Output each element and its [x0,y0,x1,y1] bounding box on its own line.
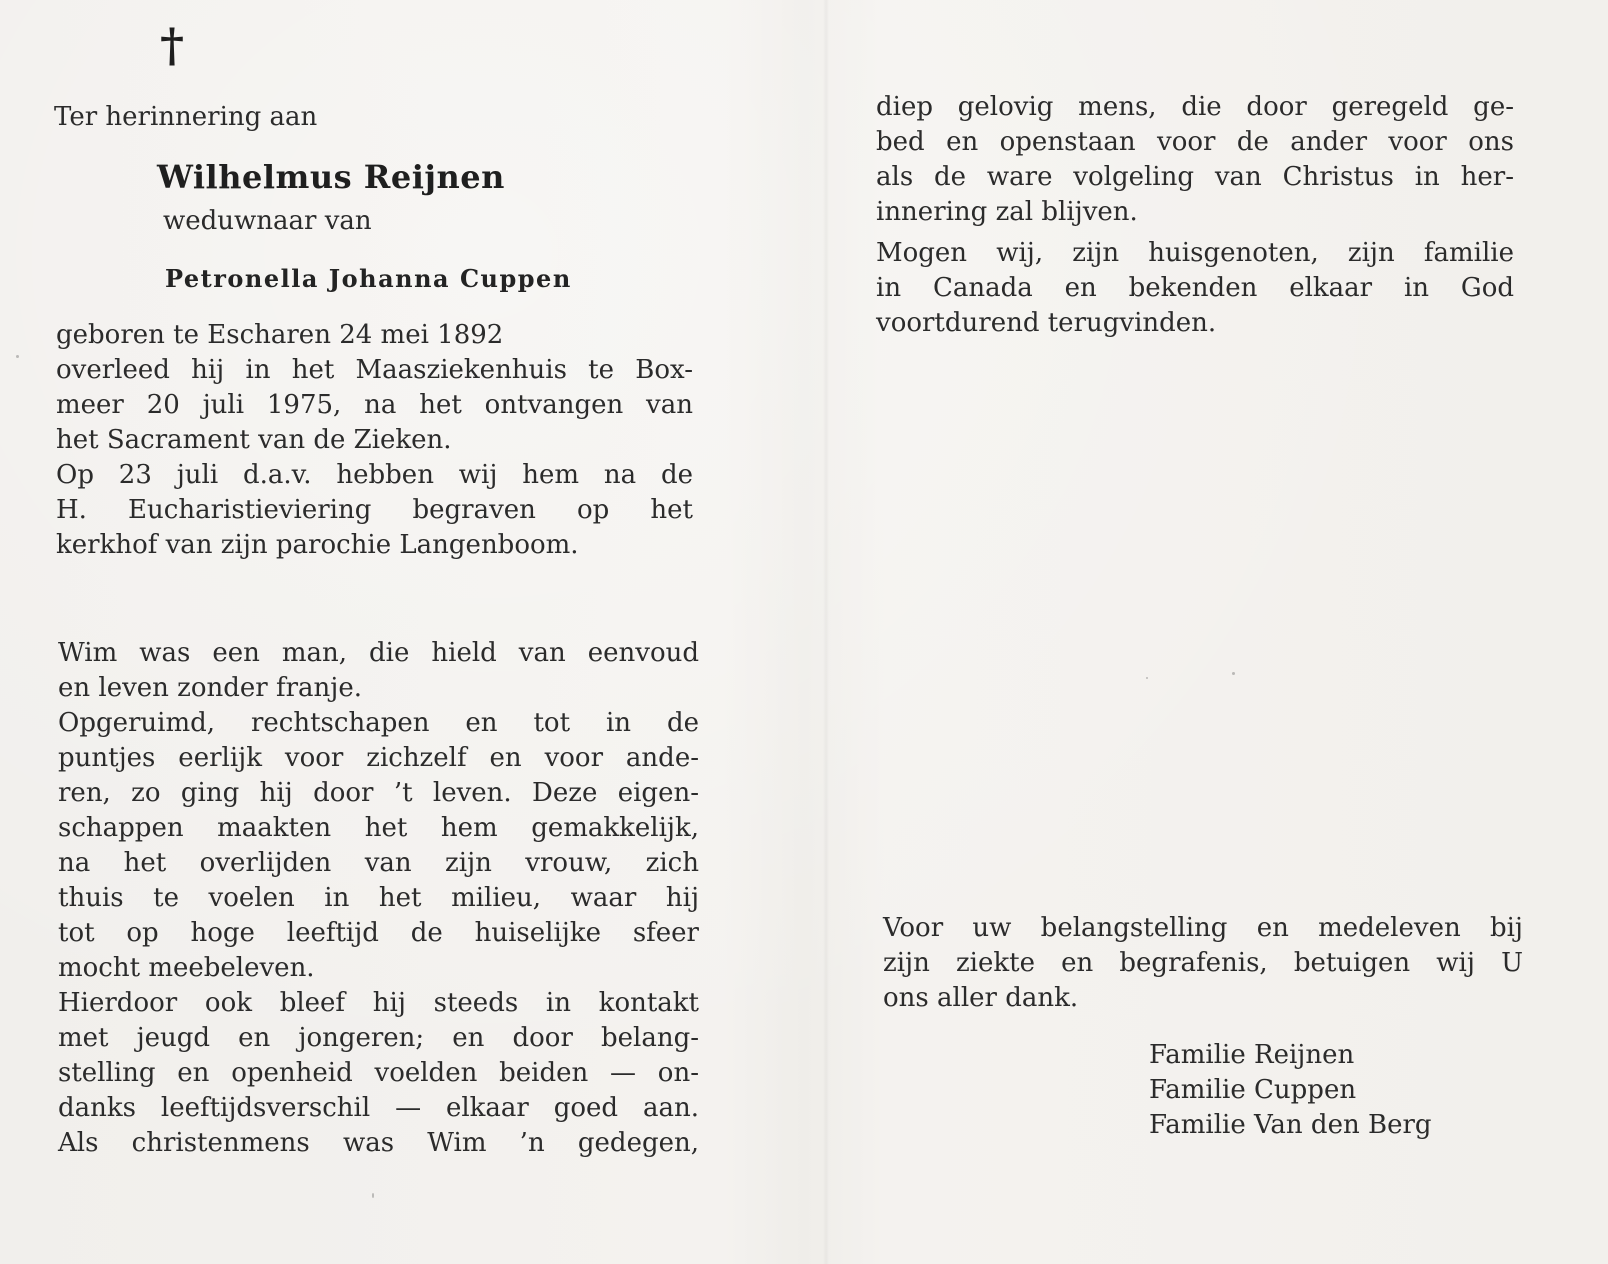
tribute-line: puntjes eerlijk voor zichzelf en voor ande- [58,743,699,773]
tribute-line: Opgeruimd, rechtschapen en tot in de [58,708,699,738]
deceased-name: Wilhelmus Reijnen [157,158,505,196]
tribute-line: en leven zonder franje. [58,673,363,703]
bio-line: H. Eucharistieviering begraven op het [56,495,693,525]
tribute-line: stelling en openheid voelden beiden — on- [58,1058,699,1088]
continuation-line: innering zal blijven. [876,197,1138,227]
tribute-line: Hierdoor ook bleef hij steeds in kontakt [58,988,699,1018]
bio-line: overleed hij in het Maasziekenhuis te Box- [56,355,693,385]
bio-line: geboren te Escharen 24 mei 1892 [56,320,504,350]
thanks-line: ons aller dank. [883,983,1079,1013]
bio-line: kerkhof van zijn parochie Langenboom. [56,530,579,560]
thanks-line: Voor uw belangstelling en medeleven bij [883,913,1523,943]
family-line: Familie Cuppen [1149,1075,1357,1105]
paper-speck [1146,677,1148,679]
tribute-line: Als christenmens was Wim ’n gedegen, [58,1128,699,1158]
tribute-line: met jeugd en jongeren; en door belang- [58,1023,699,1053]
paper-speck [1232,672,1235,675]
tribute-line: tot op hoge leeftijd de huiselijke sfeer [58,918,699,948]
tribute-line: danks leeftijdsverschil — elkaar goed aan. [58,1093,699,1123]
intro-line: Ter herinnering aan [54,102,318,132]
family-line: Familie Reijnen [1149,1040,1355,1070]
tribute-line: thuis te voelen in het milieu, waar hij [58,883,699,913]
tribute-line: Wim was een man, die hield van eenvoud [58,638,699,668]
thanks-line: zijn ziekte en begrafenis, betuigen wij U [883,948,1523,978]
bio-line: meer 20 juli 1975, na het ontvangen van [56,390,693,420]
card-fold [823,0,829,1264]
continuation-line: Mogen wij, zijn huisgenoten, zijn familie [876,238,1514,268]
bio-line: het Sacrament van de Zieken. [56,425,452,455]
spouse-name: Petronella Johanna Cuppen [165,264,572,293]
widower-line: weduwnaar van [163,206,372,236]
continuation-line: diep gelovig mens, die door geregeld ge- [876,92,1514,122]
tribute-line: na het overlijden van zijn vrouw, zich [58,848,699,878]
continuation-line: in Canada en bekenden elkaar in God [876,273,1514,303]
continuation-line: voortdurend terugvinden. [876,308,1217,338]
family-line: Familie Van den Berg [1149,1110,1432,1140]
paper-speck [372,1193,374,1198]
tribute-line: schappen maakten het hem gemakkelijk, [58,813,699,843]
continuation-line: als de ware volgeling van Christus in her- [876,162,1514,192]
tribute-line: mocht meebeleven. [58,953,315,983]
continuation-line: bed en openstaan voor de ander voor ons [876,127,1514,157]
paper-speck [16,355,19,358]
tribute-line: ren, zo ging hij door ’t leven. Deze eigen- [58,778,699,808]
bio-line: Op 23 juli d.a.v. hebben wij hem na de [56,460,693,490]
cross-icon: † [160,18,185,72]
